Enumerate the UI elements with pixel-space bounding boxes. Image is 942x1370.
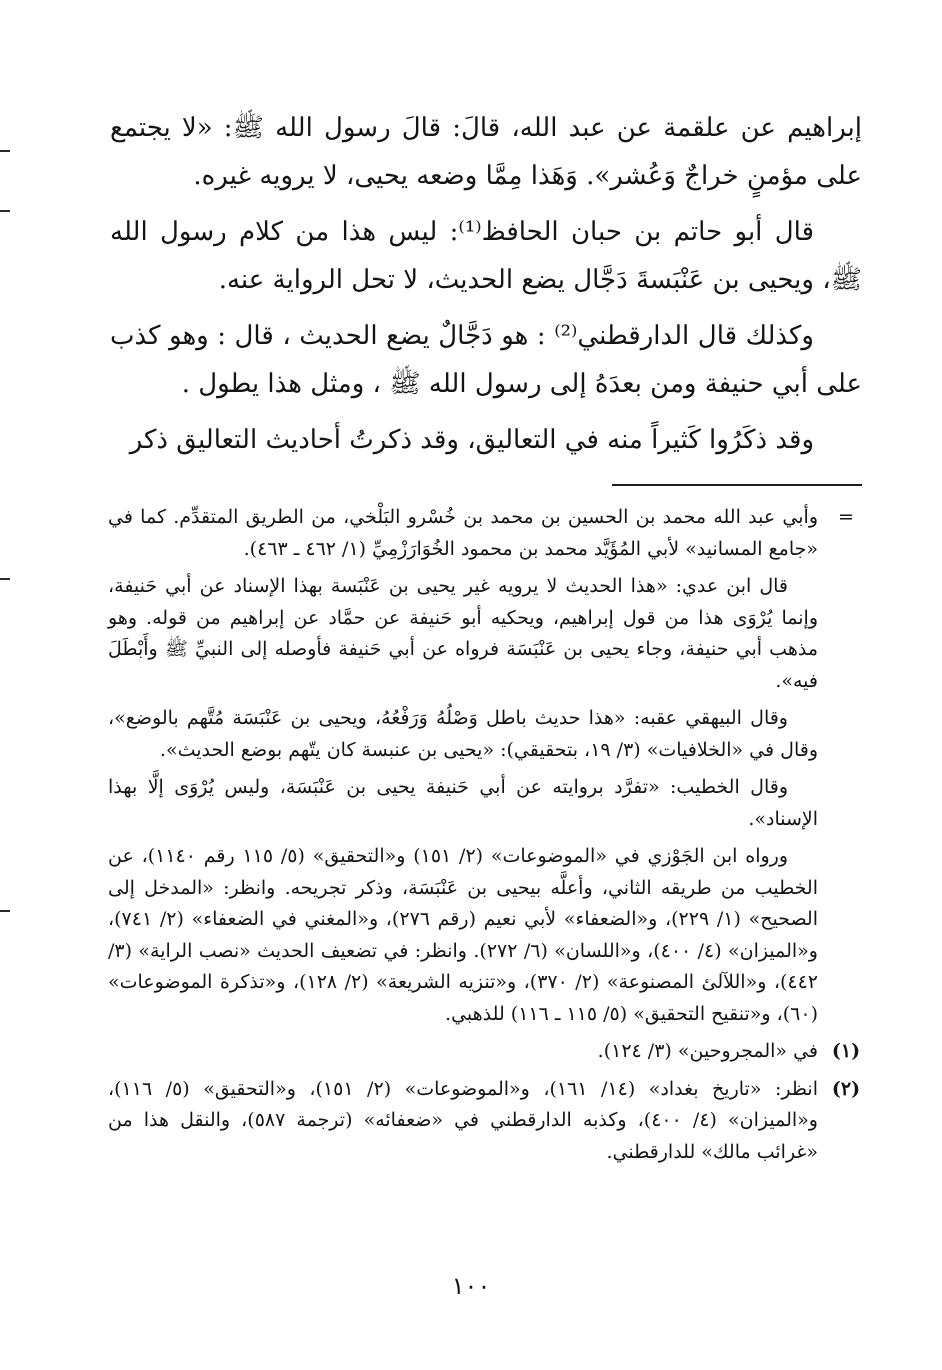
footnote-separator	[612, 484, 862, 486]
main-paragraph-4: وقد ذكَرُوا كَثيراً منه في التعاليق، وقد ذكرتُ أحاديث التعاليق ذكر	[129, 425, 814, 455]
footnote-text: انظر: «تاريخ بغداد» (١٤/ ١٦١)، و«الموضوعات» (٢/ ١٥١)، و«التحقيق» (٥/ ١١٦)، و«الميزان» (٤/ ٤٠٠)، وكذبه الدارقطني في «ضعفائه» (ترجمة ٥٨٧)، والنقل هذا من «غرائب مالك» للدارقطني.	[108, 1077, 818, 1163]
continued-note-text: وأبي عبد الله محمد بن الحسين بن محمد بن خُسْرو البَلْخي، من الطريق المتقدِّم. كما في «جامع المسانيد» لأبي المُؤَيَّد محمد بن محمود الخُوَارَزْمِيِّ (١/ ٤٦٢ ـ ٤٦٣).	[108, 506, 818, 560]
continued-note: وقال البيهقي عقبه: «هذا حديث باطل وَصْلُهُ وَرَفْعُهُ، ويحيى بن عَنْبَسَة مُتَّهم بالوضع»، وقال في «الخلافيات» (٣/ ١٩، بتحقيقي): «يحيى بن عنبسة كان يتّهم بوضع الحديث».	[108, 707, 818, 761]
continuation-marker: =	[838, 506, 854, 528]
footnotes-section	[108, 502, 864, 1174]
footnote-marker: (٢)	[831, 1077, 861, 1100]
main-paragraph-1: إبراهيم عن علقمة عن عبد الله، قالَ: قالَ رسول الله ﷺ: «لا يجتمع على مؤمنٍ خراجٌ وَعُشر». وَهَذا مِمَّا وضعه يحيى، لا يرويه غيره.	[110, 113, 862, 191]
scan-edge-mark	[0, 150, 10, 152]
continued-note: وقال الخطيب: «تفرَّد بروايته عن أبي حَنيفة يحيى بن عَنْبَسَة، وليس يُرْوَى إلَّا بهذا الإسناد».	[108, 776, 818, 830]
page-number: ١٠٠	[451, 1272, 491, 1300]
main-paragraph-2: قال أبو حاتم بن حبان الحافظ⁽¹⁾: ليس هذا من كلام رسول الله ﷺ، ويحيى بن عَنْبَسةَ دَجَّال يضع الحديث، لا تحل الرواية عنه.	[110, 217, 862, 295]
scan-edge-mark	[0, 210, 10, 212]
footnote-2	[108, 1074, 864, 1169]
continued-note: قال ابن عدي: «هذا الحديث لا يرويه غير يحيى بن عَنْبَسة بهذا الإسناد عن أبي حَنيفة، وإنما يُرْوَى هذا من قول إبراهيم، ويحكيه أبو حَنيفة عن حمَّاد عن إبراهيم من قوله. وهو مذهب أبي حنيفة، وجاء يحيى بن عَنْبَسَة فرواه عن أبي حَنيفة فأوصله إلى النبيِّ ﷺ وأَبْطَلَ فيه».	[108, 575, 818, 692]
footnote-1	[108, 1036, 864, 1068]
scan-edge-mark	[0, 910, 10, 912]
footnote-text: في «المجروحين» (٣/ ١٢٤).	[597, 1040, 818, 1062]
continued-note: ورواه ابن الجَوْزي في «الموضوعات» (٢/ ١٥١) و«التحقيق» (٥/ ١١٥ رقم ١١٤٠)، عن الخطيب من طريقه الثاني، وأعلَّه بيحيى بن عَنْبَسَة، وذكر تجريحه. وانظر: «المدخل إلى الصحيح» (١/ ٢٢٩)، و«الضعفاء» لأبي نعيم (رقم ٢٧٦)، و«المغني في الضعفاء» (٢/ ٧٤١)، و«الميزان» (٤/ ٤٠٠)، و«اللسان» (٦/ ٢٧٢). وانظر: في تضعيف الحديث «نصب الراية» (٣/ ٤٤٢)، و«اللآلئ المصنوعة» (٢/ ٣٧٠)، و«تنزيه الشريعة» (٢/ ١٢٨)، و«تذكرة الموضوعات» (٦٠)، و«تنقيح التحقيق» (٥/ ١١٥ ـ ١١٦) للذهبي.	[108, 845, 819, 1025]
scan-edge-mark	[0, 578, 10, 580]
main-paragraph-3: وكذلك قال الدارقطني⁽²⁾ : هو دَجَّالٌ يضع الحديث ، قال : وهو كذب على أبي حنيفة ومن بعدَهُ إلى رسول الله ﷺ ، ومثل هذا يطول .	[110, 321, 862, 399]
footnote-marker: (١)	[831, 1040, 861, 1062]
continued-note	[108, 502, 864, 565]
main-text	[110, 104, 862, 472]
